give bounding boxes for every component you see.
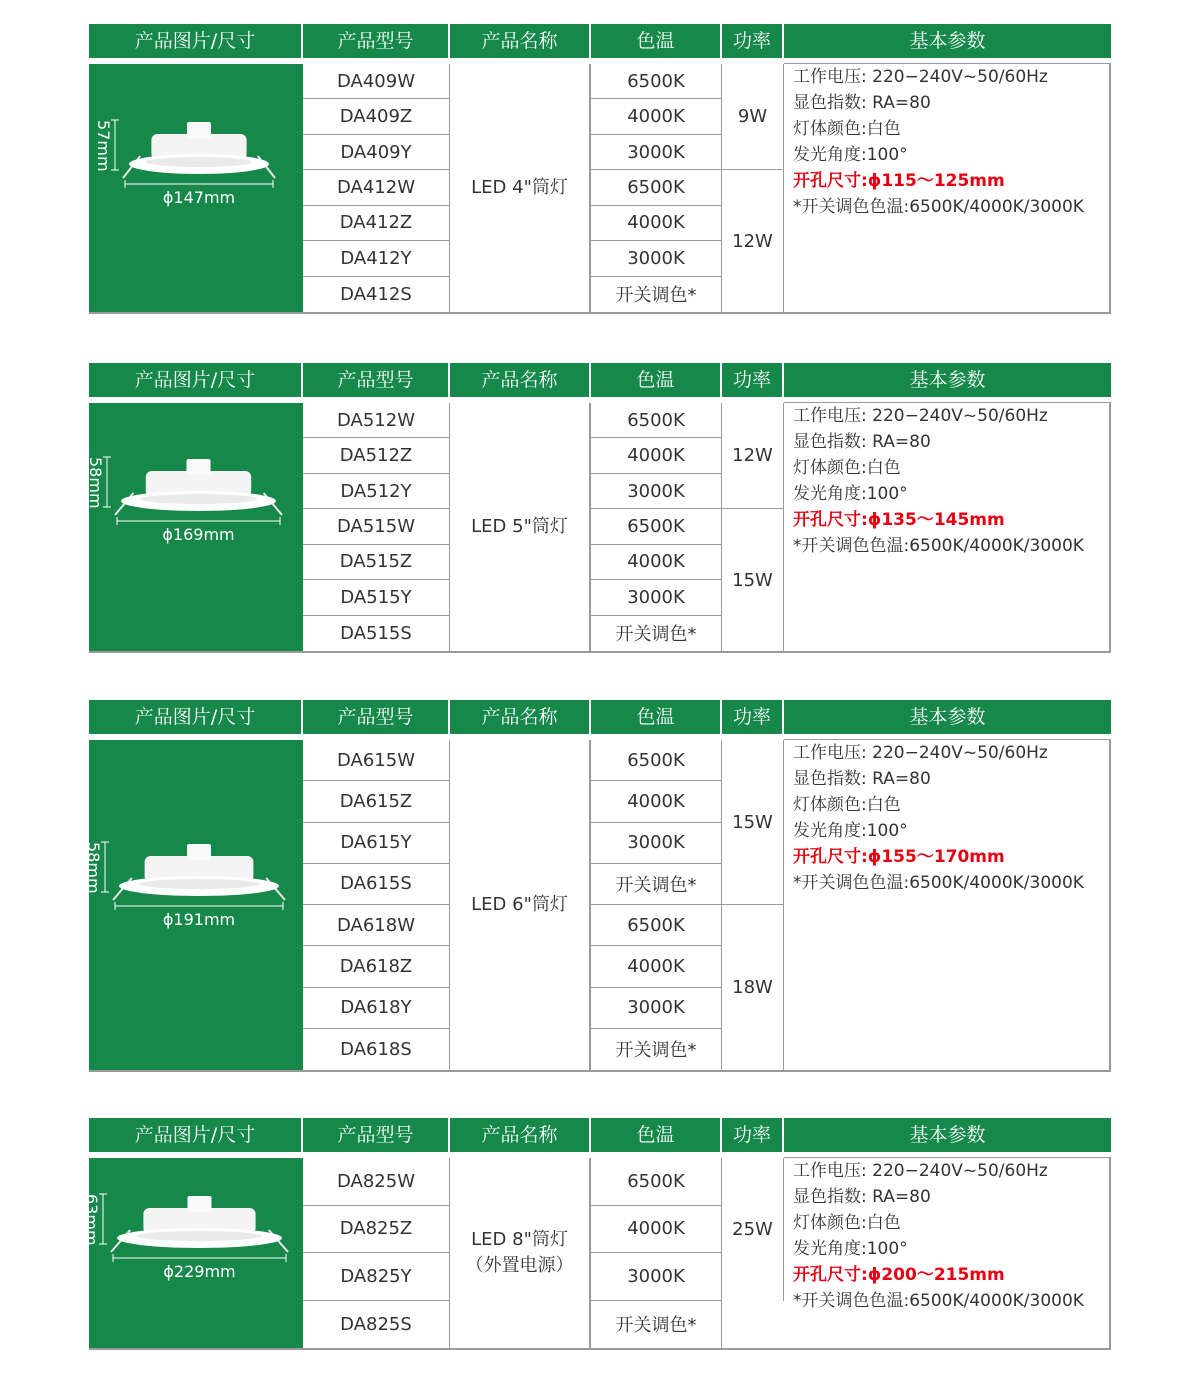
table-body bbox=[82, 1158, 1111, 1350]
header-cell: 功率 bbox=[722, 1118, 784, 1152]
param-color: 灯体颜色:白色 bbox=[793, 1213, 901, 1233]
header-cell: 色温 bbox=[591, 1118, 722, 1152]
header-cell: 基本参数 bbox=[909, 1124, 986, 1146]
color-temp: 6500K bbox=[627, 515, 685, 537]
header-cell: 功率 bbox=[722, 700, 784, 734]
power-value: 25W bbox=[732, 1218, 773, 1240]
color-temp: 3000K bbox=[627, 586, 685, 608]
model-number: DA615Y bbox=[340, 832, 412, 854]
model-cell bbox=[303, 616, 450, 651]
power-cell bbox=[722, 740, 784, 905]
model-number: DA412Y bbox=[340, 247, 412, 269]
color-temp: 开关调色* bbox=[615, 285, 697, 307]
color-temp: 4000K bbox=[627, 955, 685, 977]
model-number: DA412W bbox=[336, 176, 415, 198]
power-cell bbox=[722, 905, 784, 1070]
model-cell bbox=[303, 1206, 450, 1254]
product-name: LED 5"筒灯 bbox=[471, 516, 568, 537]
header-cell: 产品名称 bbox=[450, 700, 591, 734]
color-temp: 3000K bbox=[627, 1265, 685, 1287]
param-cct: *开关调色色温:6500K/4000K/3000K bbox=[793, 536, 1084, 556]
param-voltage: 工作电压: 220−240V~50/60Hz bbox=[793, 67, 1048, 87]
model-number: DA409Z bbox=[339, 106, 413, 128]
power-value: 15W bbox=[732, 569, 773, 591]
header-cell: 基本参数 bbox=[909, 30, 986, 52]
diameter-label: ϕ229mm bbox=[163, 1262, 236, 1281]
height-label: 58mm bbox=[86, 457, 105, 509]
param-cri: 显色指数: RA=80 bbox=[793, 432, 931, 452]
model-cell bbox=[303, 64, 450, 99]
basic-params-cell bbox=[784, 1157, 1111, 1348]
color-temp-cell bbox=[591, 206, 722, 241]
param-cct: *开关调色色温:6500K/4000K/3000K bbox=[793, 1291, 1084, 1311]
color-temp: 4000K bbox=[627, 445, 685, 467]
power-value: 12W bbox=[732, 230, 773, 252]
model-number: DA409W bbox=[336, 70, 415, 92]
color-temp-cell bbox=[591, 946, 722, 987]
diameter-label: ϕ147mm bbox=[162, 188, 236, 207]
color-temp-cell bbox=[591, 864, 722, 905]
color-temp: 开关调色* bbox=[615, 1315, 697, 1337]
product-name: LED 4"筒灯 bbox=[471, 177, 568, 198]
power-cell bbox=[722, 403, 784, 509]
color-temp: 4000K bbox=[627, 212, 685, 234]
model-cell bbox=[303, 905, 450, 946]
param-angle: 发光角度:100° bbox=[793, 821, 908, 841]
table-header bbox=[89, 700, 1111, 734]
color-temp: 3000K bbox=[627, 997, 685, 1019]
header-cell: 功率 bbox=[722, 363, 784, 397]
model-cell bbox=[303, 740, 450, 781]
model-number: DA825Y bbox=[340, 1265, 412, 1287]
color-temp-cell bbox=[591, 403, 722, 438]
color-temp: 4000K bbox=[627, 551, 685, 573]
model-cell bbox=[303, 864, 450, 905]
table-header bbox=[89, 24, 1111, 58]
color-temp-cell bbox=[591, 99, 722, 134]
header-cell: 产品图片/尺寸 bbox=[89, 24, 303, 58]
color-temp-cell bbox=[591, 277, 722, 312]
color-temp-cell bbox=[591, 616, 722, 651]
model-number: DA512Z bbox=[339, 445, 413, 467]
product-name: LED 6"筒灯 bbox=[471, 894, 568, 915]
color-temp-cell bbox=[591, 170, 722, 205]
color-temp: 开关调色* bbox=[615, 1040, 697, 1062]
header-cell: 产品型号 bbox=[303, 363, 450, 397]
color-temp-cell bbox=[591, 1029, 722, 1070]
color-temp-cell bbox=[591, 905, 722, 946]
param-angle: 发光角度:100° bbox=[793, 145, 908, 165]
param-cct: *开关调色色温:6500K/4000K/3000K bbox=[793, 873, 1084, 893]
color-temp: 4000K bbox=[627, 1218, 685, 1240]
header-cell: 基本参数 bbox=[909, 706, 986, 728]
product-name-cell bbox=[450, 403, 591, 651]
header-cell: 功率 bbox=[722, 24, 784, 58]
color-temp: 6500K bbox=[627, 749, 685, 771]
diameter-label: ϕ169mm bbox=[162, 525, 235, 544]
color-temp: 6500K bbox=[627, 409, 685, 431]
model-cell bbox=[303, 206, 450, 241]
model-number: DA825S bbox=[340, 1313, 412, 1335]
header-cell: 产品图片/尺寸 bbox=[89, 700, 303, 734]
product-name-sub: （外置电源） bbox=[465, 1255, 574, 1276]
color-temp-cell bbox=[591, 438, 722, 473]
spec-table bbox=[84, 700, 1111, 1072]
color-temp: 3000K bbox=[627, 832, 685, 854]
param-cutout: 开孔尺寸:ϕ155～170mm bbox=[793, 847, 1005, 867]
param-angle: 发光角度:100° bbox=[793, 484, 908, 504]
model-cell bbox=[303, 1301, 450, 1349]
model-cell bbox=[303, 545, 450, 580]
header-cell: 产品名称 bbox=[450, 363, 591, 397]
model-number: DA615S bbox=[340, 873, 412, 895]
header-cell: 产品型号 bbox=[303, 700, 450, 734]
table-header bbox=[89, 363, 1111, 397]
color-temp-cell bbox=[591, 580, 722, 615]
header-cell: 产品图片/尺寸 bbox=[89, 1118, 303, 1152]
spec-table bbox=[82, 1118, 1111, 1350]
color-temp-cell bbox=[591, 509, 722, 544]
model-cell bbox=[303, 277, 450, 312]
product-name-cell bbox=[450, 64, 591, 312]
color-temp: 开关调色* bbox=[615, 874, 697, 896]
model-cell bbox=[303, 580, 450, 615]
color-temp-cell bbox=[591, 545, 722, 580]
height-label: 58mm bbox=[84, 842, 103, 894]
spec-table bbox=[86, 363, 1111, 653]
param-voltage: 工作电压: 220−240V~50/60Hz bbox=[793, 743, 1048, 763]
model-cell bbox=[303, 99, 450, 134]
model-cell bbox=[303, 438, 450, 473]
color-temp-cell bbox=[591, 135, 722, 170]
header-cell: 色温 bbox=[591, 363, 722, 397]
model-number: DA618Z bbox=[339, 955, 413, 977]
model-cell bbox=[303, 946, 450, 987]
param-cutout: 开孔尺寸:ϕ135～145mm bbox=[793, 510, 1005, 530]
product-name-cell bbox=[450, 1158, 591, 1348]
power-cell bbox=[722, 509, 784, 651]
param-color: 灯体颜色:白色 bbox=[793, 795, 901, 815]
model-cell bbox=[303, 474, 450, 509]
color-temp-cell bbox=[591, 740, 722, 781]
param-angle: 发光角度:100° bbox=[793, 1239, 908, 1259]
color-temp-cell bbox=[591, 1301, 722, 1349]
color-temp-cell bbox=[591, 241, 722, 276]
model-cell bbox=[303, 135, 450, 170]
model-number: DA409Y bbox=[340, 141, 412, 163]
param-cri: 显色指数: RA=80 bbox=[793, 769, 931, 789]
table-header bbox=[89, 1118, 1111, 1152]
param-cri: 显色指数: RA=80 bbox=[793, 1187, 931, 1207]
param-voltage: 工作电压: 220−240V~50/60Hz bbox=[793, 1161, 1048, 1181]
model-cell bbox=[303, 1253, 450, 1301]
param-cutout: 开孔尺寸:ϕ115～125mm bbox=[793, 171, 1005, 191]
product-image-cell bbox=[82, 1158, 303, 1348]
color-temp: 4000K bbox=[627, 790, 685, 812]
model-number: DA618Y bbox=[340, 997, 412, 1019]
header-cell: 产品图片/尺寸 bbox=[89, 363, 303, 397]
model-number: DA615W bbox=[336, 749, 415, 771]
color-temp-cell bbox=[591, 474, 722, 509]
param-voltage: 工作电压: 220−240V~50/60Hz bbox=[793, 406, 1048, 426]
model-number: DA412S bbox=[340, 283, 412, 305]
color-temp-cell bbox=[591, 781, 722, 822]
model-cell bbox=[303, 823, 450, 864]
power-value: 12W bbox=[732, 445, 773, 467]
model-number: DA512Y bbox=[340, 480, 412, 502]
model-number: DA515W bbox=[336, 515, 415, 537]
color-temp-cell bbox=[591, 1206, 722, 1254]
model-number: DA825Z bbox=[339, 1218, 413, 1240]
model-number: DA412Z bbox=[339, 212, 413, 234]
param-cutout: 开孔尺寸:ϕ200～215mm bbox=[793, 1265, 1005, 1285]
color-temp: 开关调色* bbox=[615, 624, 697, 646]
power-value: 15W bbox=[732, 811, 773, 833]
model-cell bbox=[303, 988, 450, 1029]
model-cell bbox=[303, 1029, 450, 1070]
model-number: DA618W bbox=[336, 914, 415, 936]
product-image-cell bbox=[86, 403, 303, 651]
power-cell bbox=[722, 1158, 784, 1301]
basic-params-cell bbox=[784, 739, 1111, 1070]
color-temp: 4000K bbox=[627, 106, 685, 128]
model-cell bbox=[303, 403, 450, 438]
power-cell bbox=[722, 170, 784, 312]
header-cell: 产品名称 bbox=[450, 24, 591, 58]
basic-params-cell bbox=[784, 402, 1111, 651]
height-label: 63mm bbox=[82, 1194, 101, 1246]
color-temp-cell bbox=[591, 1158, 722, 1206]
product-image-cell bbox=[84, 740, 303, 1070]
param-cri: 显色指数: RA=80 bbox=[793, 93, 931, 113]
color-temp: 6500K bbox=[627, 176, 685, 198]
color-temp: 3000K bbox=[627, 247, 685, 269]
table-body bbox=[84, 740, 1111, 1072]
model-number: DA825W bbox=[336, 1170, 415, 1192]
header-cell: 色温 bbox=[591, 24, 722, 58]
color-temp: 6500K bbox=[627, 914, 685, 936]
model-number: DA515Z bbox=[339, 551, 413, 573]
color-temp-cell bbox=[591, 823, 722, 864]
model-number: DA515S bbox=[340, 622, 412, 644]
model-cell bbox=[303, 1158, 450, 1206]
table-body bbox=[89, 64, 1111, 314]
product-name: LED 8"筒灯 bbox=[471, 1229, 568, 1250]
color-temp-cell bbox=[591, 988, 722, 1029]
header-cell: 产品名称 bbox=[450, 1118, 591, 1152]
header-cell: 产品型号 bbox=[303, 1118, 450, 1152]
header-cell: 基本参数 bbox=[909, 369, 986, 391]
color-temp-cell bbox=[591, 64, 722, 99]
table-body bbox=[86, 403, 1111, 653]
header-cell: 产品型号 bbox=[303, 24, 450, 58]
model-number: DA515Y bbox=[340, 586, 412, 608]
color-temp: 6500K bbox=[627, 70, 685, 92]
model-cell bbox=[303, 781, 450, 822]
downlight-illustration bbox=[89, 1158, 303, 1348]
diameter-label: ϕ191mm bbox=[162, 910, 236, 929]
model-cell bbox=[303, 509, 450, 544]
basic-params-cell bbox=[784, 63, 1111, 312]
param-color: 灯体颜色:白色 bbox=[793, 119, 901, 139]
model-number: DA615Z bbox=[339, 790, 413, 812]
model-number: DA618S bbox=[340, 1038, 412, 1060]
color-temp: 3000K bbox=[627, 141, 685, 163]
power-value: 18W bbox=[732, 977, 773, 998]
power-value: 9W bbox=[737, 106, 768, 128]
param-cct: *开关调色色温:6500K/4000K/3000K bbox=[793, 197, 1084, 217]
color-temp: 6500K bbox=[627, 1170, 685, 1192]
header-cell: 色温 bbox=[591, 700, 722, 734]
color-temp-cell bbox=[591, 1253, 722, 1301]
model-number: DA512W bbox=[336, 409, 415, 431]
height-label: 57mm bbox=[94, 120, 113, 172]
model-cell bbox=[303, 170, 450, 205]
color-temp: 3000K bbox=[627, 480, 685, 502]
model-cell bbox=[303, 241, 450, 276]
product-image-cell bbox=[89, 64, 303, 312]
power-cell bbox=[722, 64, 784, 170]
spec-table bbox=[89, 24, 1111, 314]
param-color: 灯体颜色:白色 bbox=[793, 458, 901, 478]
product-name-cell bbox=[450, 740, 591, 1070]
downlight-illustration bbox=[89, 740, 303, 1070]
